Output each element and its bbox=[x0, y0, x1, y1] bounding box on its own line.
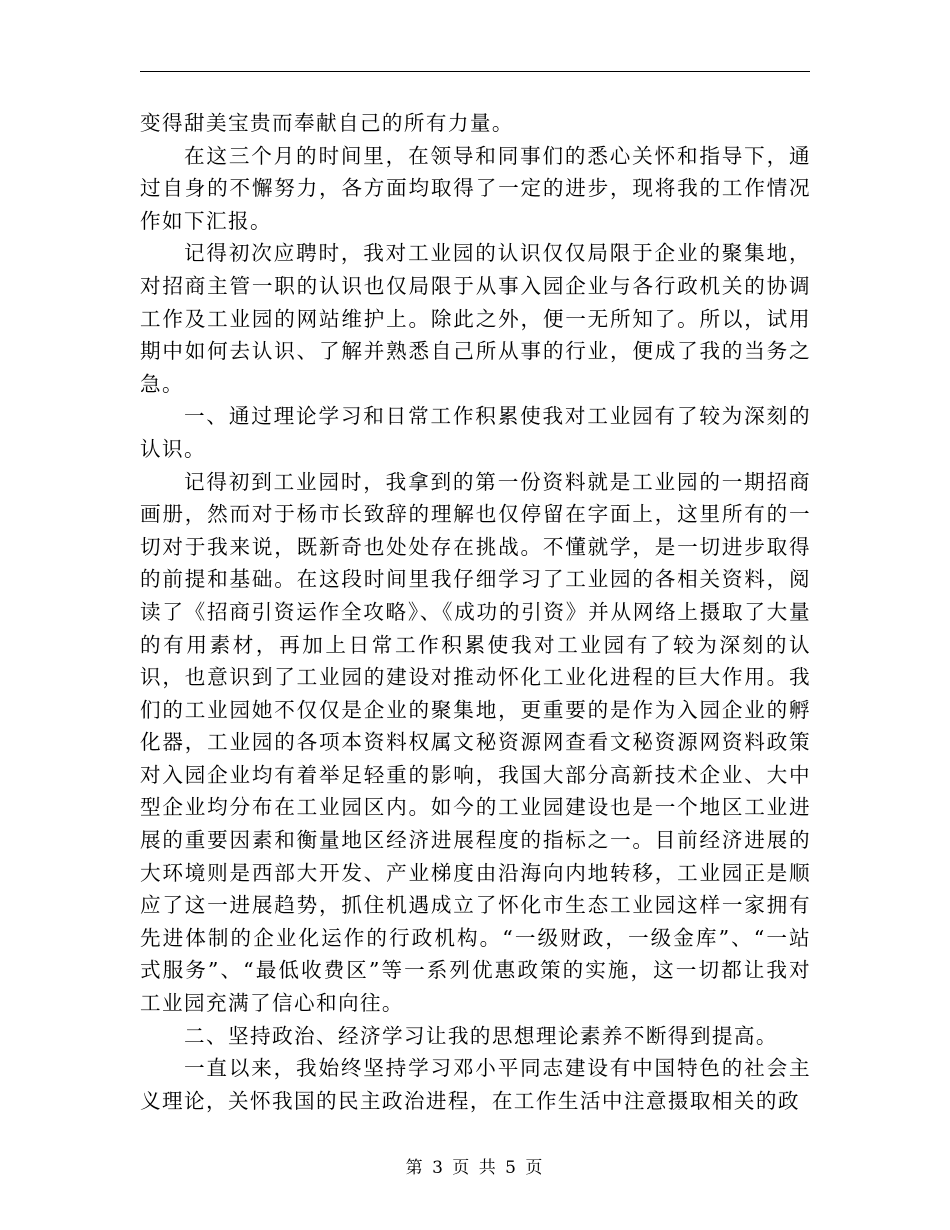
paragraph-section-one-body: 记得初到工业园时，我拿到的第一份资料就是工业园的一期招商画册，然而对于杨市长致辞的理解也仅停留在字面上，这里所有的一切对于我来说，既新奇也处处存在挑战。不懂就学，是一切进步取得的前提和基础。在这段时间里我仔细学习了工业园的各相关资料，阅读了《招商引资运作全攻略》、《成功的引资》并从网络上摄取了大量的有用素材，再加上日常工作积累使我对工业园有了较为深刻的认识，也意识到了工业园的建设对推动怀化工业化进程的巨大作用。我们的工业园她不仅仅是企业的聚集地，更重要的是作为入园企业的孵化器，工业园的各项本资料权属文秘资源网查看文秘资源网资料政策对入园企业均有着举足轻重的影响，我国大部分高新技术企业、大中型企业均分布在工业园区内。如今的工业园建设也是一个地区工业进展的重要因素和衡量地区经济进展程度的指标之一。目前经济进展的大环境则是西部大开发、产业梯度由沿海向内地转移，工业园正是顺应了这一进展趋势，抓住机遇成立了怀化市生态工业园这样一家拥有先进体制的企业化运作的行政机构。“一级财政，一级金库”、“一站式服务”、“最低收费区”等一系列优惠政策的实施，这一切都让我对工业园充满了信心和向往。 bbox=[140, 469, 811, 1016]
header-rule bbox=[140, 71, 810, 72]
paragraph-section-two-body: 一直以来，我始终坚持学习邓小平同志建设有中国特色的社会主义理论，关怀我国的民主政治进程，在工作生活中注意摄取相关的政 bbox=[140, 1056, 811, 1113]
page-number-footer: 第 3 页 共 5 页 bbox=[405, 1158, 545, 1178]
section-heading-two: 二、坚持政治、经济学习让我的思想理论素养不断得到提高。 bbox=[184, 1023, 778, 1048]
paragraph-intro: 在这三个月的时间里，在领导和同事们的悉心关怀和指导下，通过自身的不懈努力，各方面均取得了一定的进步，现将我的工作情况作如下汇报。 bbox=[140, 143, 811, 233]
paragraph-first-impression: 记得初次应聘时，我对工业园的认识仅仅局限于企业的聚集地，对招商主管一职的认识也仅局限于从事入园企业与各行政机关的协调工作及工业园的网站维护上。除此之外，便一无所知了。所以，试用期中如何去认识、了解并熟悉自己所从事的行业，便成了我的当务之急。 bbox=[140, 241, 811, 396]
document-body bbox=[140, 107, 811, 1117]
paragraph-continuation: 变得甜美宝贵而奉献自己的所有力量。 bbox=[140, 111, 514, 135]
section-heading-one: 一、通过理论学习和日常工作积累使我对工业园有了较为深刻的认识。 bbox=[140, 404, 811, 461]
